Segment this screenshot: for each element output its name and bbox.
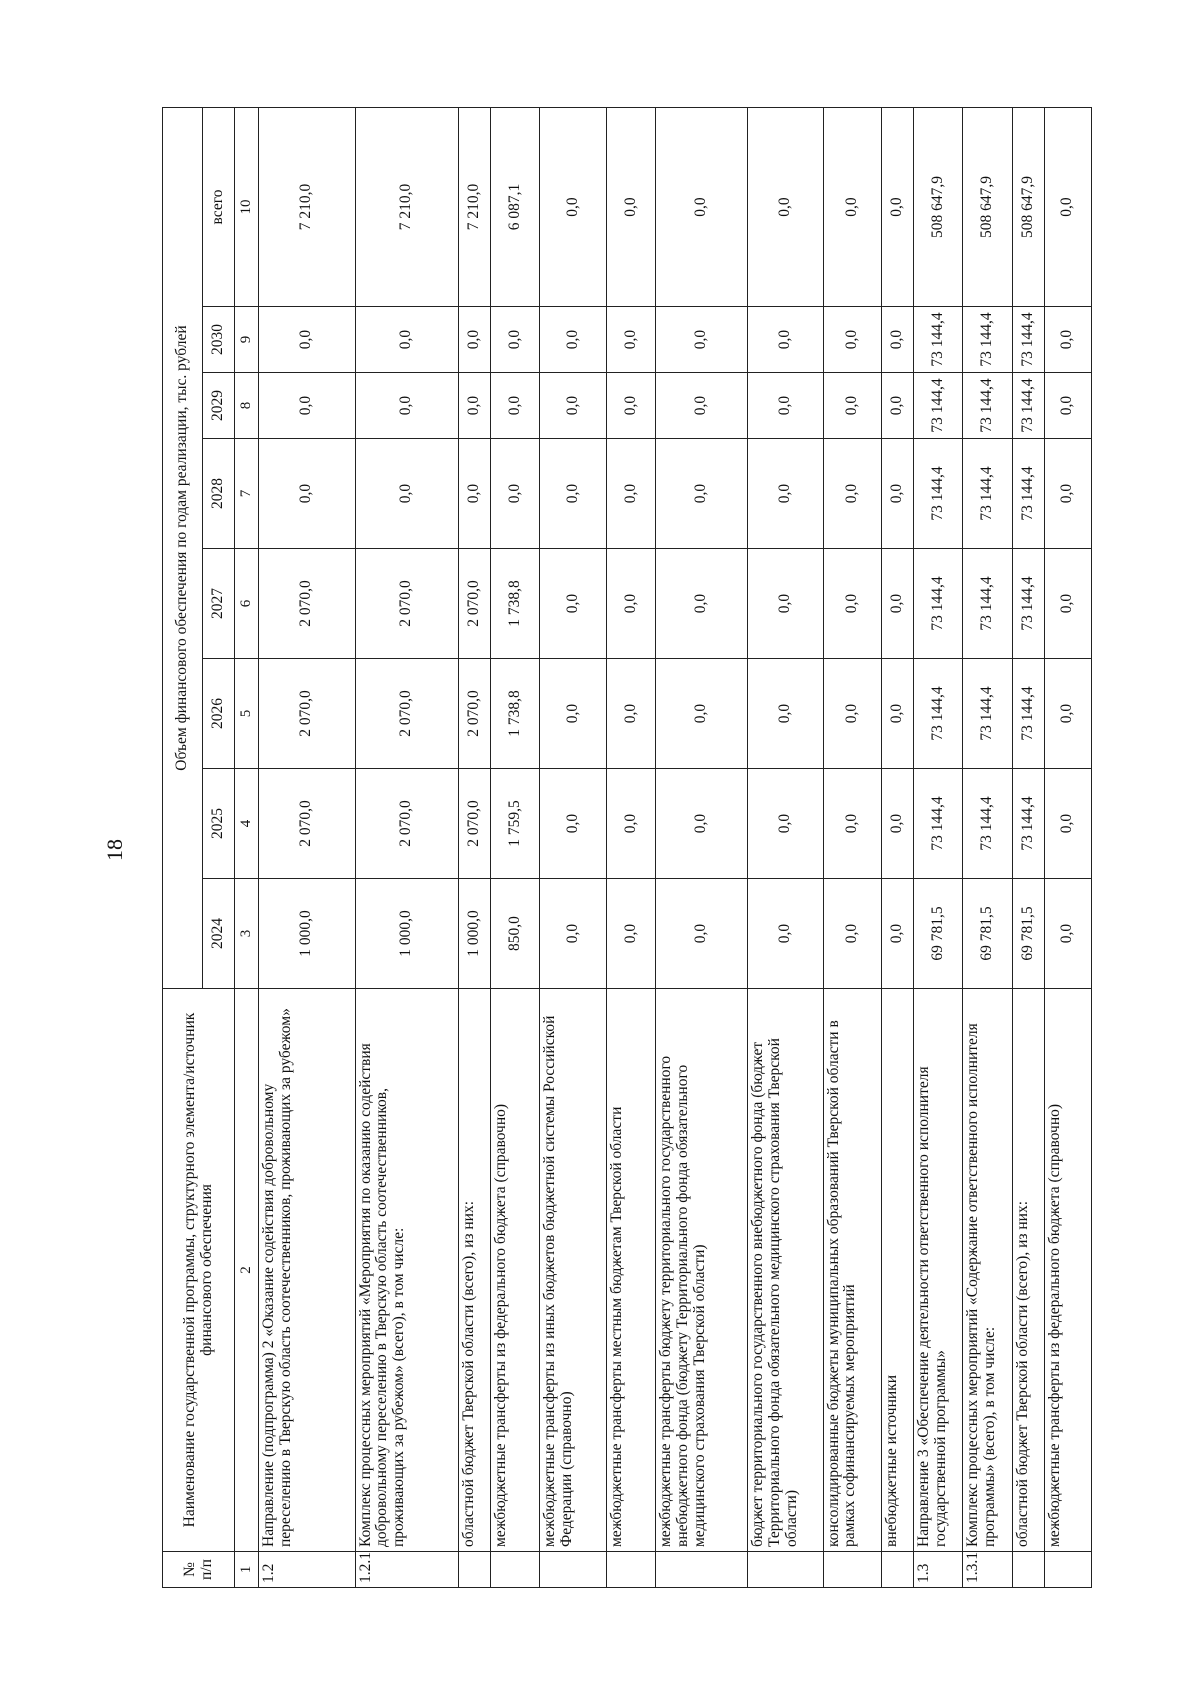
table-row	[656, 108, 748, 1588]
row-value: 0,0	[490, 307, 539, 373]
row-value: 0,0	[1044, 549, 1091, 659]
row-total: 508 647,9	[1012, 108, 1044, 307]
row-value: 0,0	[606, 659, 655, 769]
column-number: 10	[235, 108, 259, 307]
row-value: 73 144,4	[1012, 307, 1044, 373]
row-value: 0,0	[748, 659, 823, 769]
row-total: 0,0	[1044, 108, 1091, 307]
row-value: 0,0	[458, 307, 490, 373]
row-value: 0,0	[881, 307, 913, 373]
row-value: 0,0	[656, 659, 748, 769]
row-value: 73 144,4	[963, 307, 1012, 373]
row-value: 69 781,5	[963, 879, 1012, 989]
row-code: 1.2.1	[355, 1552, 458, 1588]
row-value: 1 738,8	[490, 549, 539, 659]
row-total: 0,0	[606, 108, 655, 307]
row-value: 73 144,4	[963, 769, 1012, 879]
row-value: 73 144,4	[963, 373, 1012, 439]
row-value: 73 144,4	[963, 439, 1012, 549]
row-value: 73 144,4	[913, 307, 962, 373]
row-total: 508 647,9	[913, 108, 962, 307]
table-body	[259, 108, 1092, 1588]
row-value: 1 000,0	[458, 879, 490, 989]
row-value: 73 144,4	[963, 659, 1012, 769]
row-value: 0,0	[656, 439, 748, 549]
row-value: 0,0	[1044, 307, 1091, 373]
header-year: 2027	[203, 549, 235, 659]
row-name: межбюджетные трансферты из федерального бюджета (справочно)	[1044, 989, 1091, 1552]
row-name: Направление (подпрограмма) 2 «Оказание содействия добровольному переселению в Тверскую область соотечественников, проживающих за рубежом»	[259, 989, 356, 1552]
column-number: 8	[235, 373, 259, 439]
row-value: 0,0	[1044, 373, 1091, 439]
row-value: 0,0	[355, 439, 458, 549]
column-number: 7	[235, 439, 259, 549]
row-value: 0,0	[881, 659, 913, 769]
row-code	[490, 1552, 539, 1588]
row-value: 2 070,0	[355, 659, 458, 769]
row-name: консолидированные бюджеты муниципальных образований Тверской области в рамках софинансируемых мероприятий	[823, 989, 881, 1552]
row-name: межбюджетные трансферты из федерального бюджета (справочно)	[490, 989, 539, 1552]
row-value: 0,0	[1044, 659, 1091, 769]
row-value: 0,0	[656, 307, 748, 373]
row-code	[458, 1552, 490, 1588]
row-value: 0,0	[881, 879, 913, 989]
header-year: 2026	[203, 659, 235, 769]
row-name: Комплекс процессных мероприятий «Мероприятия по оказанию содействия добровольному переселению в Тверскую область соотечественников, проживающих за рубежом» (всего), в том числе:	[355, 989, 458, 1552]
table-row	[748, 108, 823, 1588]
row-value: 2 070,0	[458, 659, 490, 769]
table-row	[490, 108, 539, 1588]
page-number: 18	[102, 839, 127, 861]
column-number: 2	[235, 989, 259, 1552]
row-value: 0,0	[540, 307, 607, 373]
row-value: 2 070,0	[458, 769, 490, 879]
row-name: внебюджетные источники	[881, 989, 913, 1552]
table-row	[355, 108, 458, 1588]
row-value: 0,0	[1044, 769, 1091, 879]
table-row	[540, 108, 607, 1588]
header-num-col: № п/п	[163, 1552, 235, 1588]
row-value: 0,0	[259, 307, 356, 373]
row-value: 0,0	[458, 439, 490, 549]
header-name-col: Наименование государственной программы, структурного элемента/источник финансового обеспечения	[163, 989, 235, 1552]
row-value: 0,0	[540, 439, 607, 549]
column-number: 9	[235, 307, 259, 373]
row-value: 0,0	[823, 769, 881, 879]
row-code	[1012, 1552, 1044, 1588]
row-value: 73 144,4	[913, 769, 962, 879]
row-value: 0,0	[656, 879, 748, 989]
table-row	[458, 108, 490, 1588]
row-value: 0,0	[490, 439, 539, 549]
table-row	[963, 108, 1012, 1588]
row-value: 1 738,8	[490, 659, 539, 769]
row-value: 0,0	[606, 439, 655, 549]
row-total: 0,0	[748, 108, 823, 307]
row-value: 2 070,0	[259, 549, 356, 659]
row-total: 7 210,0	[355, 108, 458, 307]
row-total: 0,0	[823, 108, 881, 307]
column-number: 6	[235, 549, 259, 659]
row-value: 0,0	[490, 373, 539, 439]
row-name: бюджет территориального государственного внебюджетного фонда (бюджет Территориального фонда обязательного медицинского страхования Тверской области)	[748, 989, 823, 1552]
row-name: Комплекс процессных мероприятий «Содержание ответственного исполнителя программы» (всего), в том числе:	[963, 989, 1012, 1552]
row-name: межбюджетные трансферты местным бюджетам Тверской области	[606, 989, 655, 1552]
row-value: 0,0	[540, 879, 607, 989]
row-value: 0,0	[823, 439, 881, 549]
row-value: 0,0	[606, 549, 655, 659]
row-value: 0,0	[748, 307, 823, 373]
row-value: 0,0	[606, 879, 655, 989]
table-row	[606, 108, 655, 1588]
row-value: 73 144,4	[1012, 659, 1044, 769]
row-value: 0,0	[540, 769, 607, 879]
row-value: 73 144,4	[913, 373, 962, 439]
row-value: 0,0	[1044, 439, 1091, 549]
row-value: 73 144,4	[1012, 549, 1044, 659]
header-year: 2025	[203, 769, 235, 879]
table-row	[913, 108, 962, 1588]
row-value: 2 070,0	[355, 549, 458, 659]
row-code	[881, 1552, 913, 1588]
row-value: 0,0	[259, 439, 356, 549]
row-value: 0,0	[881, 373, 913, 439]
column-number: 1	[235, 1552, 259, 1588]
column-number: 3	[235, 879, 259, 989]
row-value: 0,0	[606, 307, 655, 373]
row-total: 0,0	[656, 108, 748, 307]
header-year: 2029	[203, 373, 235, 439]
row-value: 0,0	[540, 373, 607, 439]
row-value: 0,0	[823, 307, 881, 373]
row-name: областной бюджет Тверской области (всего), из них:	[1012, 989, 1044, 1552]
row-value: 73 144,4	[1012, 439, 1044, 549]
rotated-table-wrapper	[162, 108, 1092, 1588]
table-row	[823, 108, 881, 1588]
row-value: 73 144,4	[913, 549, 962, 659]
table-row	[1012, 108, 1044, 1588]
row-value: 0,0	[881, 439, 913, 549]
row-value: 0,0	[656, 373, 748, 439]
row-code	[606, 1552, 655, 1588]
row-code: 1.3	[913, 1552, 962, 1588]
row-value: 2 070,0	[259, 659, 356, 769]
table-row	[881, 108, 913, 1588]
row-value: 73 144,4	[963, 549, 1012, 659]
row-value: 0,0	[823, 659, 881, 769]
row-value: 0,0	[540, 659, 607, 769]
column-number: 4	[235, 769, 259, 879]
row-value: 0,0	[355, 373, 458, 439]
row-value: 0,0	[823, 879, 881, 989]
row-value: 0,0	[823, 549, 881, 659]
row-value: 2 070,0	[259, 769, 356, 879]
row-code	[748, 1552, 823, 1588]
row-name: Направление 3 «Обеспечение деятельности ответственного исполнителя государственной программы»	[913, 989, 962, 1552]
row-value: 2 070,0	[355, 769, 458, 879]
row-total: 6 087,1	[490, 108, 539, 307]
table-row	[1044, 108, 1091, 1588]
row-value: 73 144,4	[913, 439, 962, 549]
header-funding-group: Объем финансового обеспечения по годам реализации, тыс. рублей	[163, 108, 203, 989]
row-value: 0,0	[748, 373, 823, 439]
row-value: 0,0	[748, 549, 823, 659]
row-value: 2 070,0	[458, 549, 490, 659]
row-code	[823, 1552, 881, 1588]
row-value: 0,0	[606, 373, 655, 439]
header-year: 2028	[203, 439, 235, 549]
row-value: 0,0	[881, 549, 913, 659]
row-value: 0,0	[259, 373, 356, 439]
row-total: 0,0	[540, 108, 607, 307]
row-value: 0,0	[540, 549, 607, 659]
row-total: 0,0	[881, 108, 913, 307]
row-value: 0,0	[1044, 879, 1091, 989]
column-number: 5	[235, 659, 259, 769]
row-value: 1 000,0	[259, 879, 356, 989]
row-value: 0,0	[656, 769, 748, 879]
table-header	[163, 108, 259, 1588]
row-value: 0,0	[748, 769, 823, 879]
row-code	[1044, 1552, 1091, 1588]
row-total: 508 647,9	[963, 108, 1012, 307]
row-name: межбюджетные трансферты бюджету территориального государственного внебюджетного фонда (бюджету Территориального фонда обязательного медицинского страхования Тверской области)	[656, 989, 748, 1552]
row-value: 0,0	[881, 769, 913, 879]
row-value: 1 759,5	[490, 769, 539, 879]
row-value: 0,0	[355, 307, 458, 373]
row-total: 7 210,0	[259, 108, 356, 307]
table-row	[259, 108, 356, 1588]
row-code	[656, 1552, 748, 1588]
row-value: 0,0	[748, 439, 823, 549]
row-value: 69 781,5	[913, 879, 962, 989]
row-value: 73 144,4	[1012, 373, 1044, 439]
row-value: 850,0	[490, 879, 539, 989]
budget-table	[162, 107, 1092, 1588]
row-code	[540, 1552, 607, 1588]
header-year: 2030	[203, 307, 235, 373]
row-value: 69 781,5	[1012, 879, 1044, 989]
row-code: 1.2	[259, 1552, 356, 1588]
row-name: областной бюджет Тверской области (всего), из них:	[458, 989, 490, 1552]
row-value: 0,0	[656, 549, 748, 659]
row-code: 1.3.1	[963, 1552, 1012, 1588]
row-name: межбюджетные трансферты из иных бюджетов бюджетной системы Российской Федерации (справочно)	[540, 989, 607, 1552]
row-value: 73 144,4	[1012, 769, 1044, 879]
row-value: 73 144,4	[913, 659, 962, 769]
row-value: 0,0	[458, 373, 490, 439]
row-value: 0,0	[606, 769, 655, 879]
row-value: 0,0	[748, 879, 823, 989]
row-total: 7 210,0	[458, 108, 490, 307]
row-value: 1 000,0	[355, 879, 458, 989]
header-total: всего	[203, 108, 235, 307]
header-year: 2024	[203, 879, 235, 989]
row-value: 0,0	[823, 373, 881, 439]
